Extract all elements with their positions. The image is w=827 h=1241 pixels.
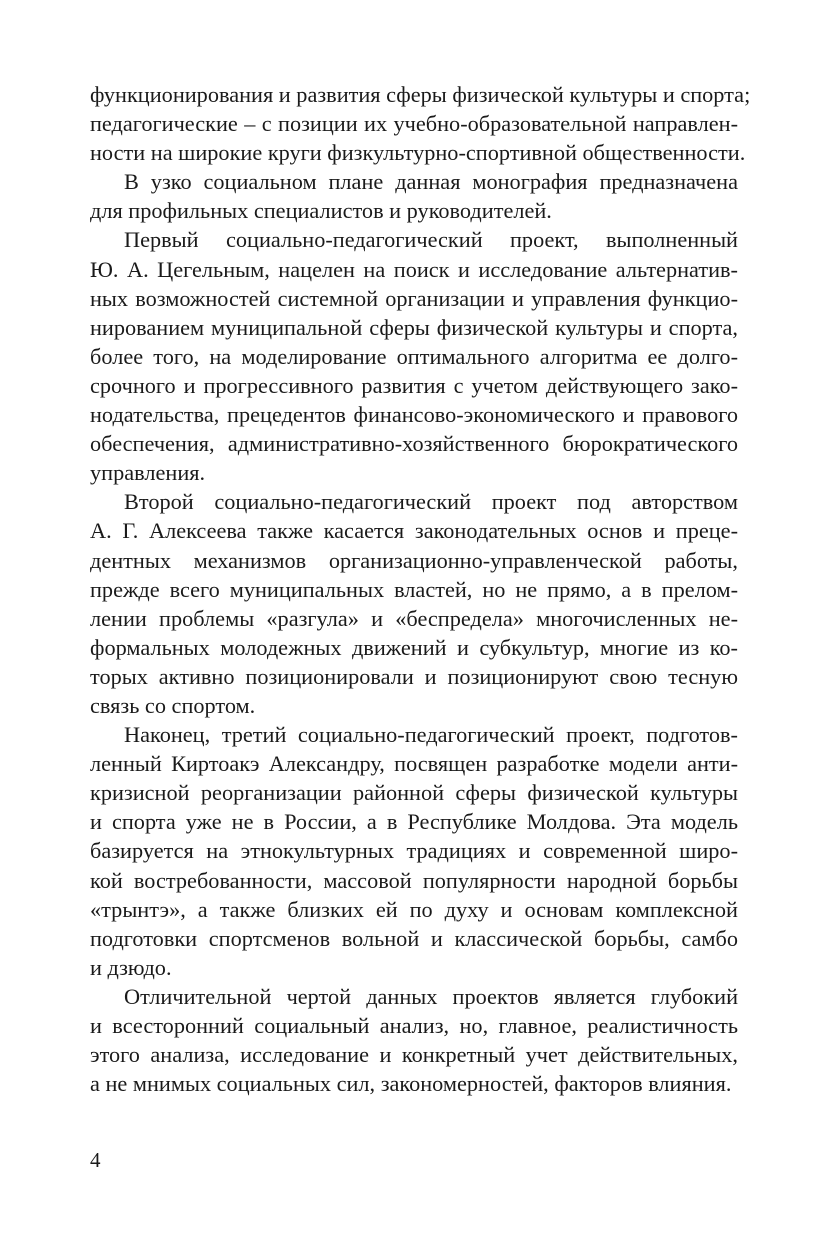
text-line: Отличительной чертой данных проектов является глубокий: [124, 983, 738, 1009]
text-line: и дзюдо.: [90, 954, 172, 980]
text-line: срочного и прогрессивного развития с учетом действующего зако-: [90, 372, 738, 398]
text-line: дентных механизмов организационно-управленческой работы,: [90, 547, 738, 573]
paragraph-3: [90, 225, 738, 487]
text-line: кой востребованности, массовой популярности народной борьбы: [90, 867, 738, 893]
text-line: и спорта уже не в России, а в Республике Молдова. Эта модель: [90, 809, 738, 835]
text-line: нированием муниципальной сферы физической культуры и спорта,: [90, 314, 738, 340]
text-line: нодательства, прецедентов финансово-экономического и правового: [90, 402, 738, 428]
text-line: более того, на моделирование оптимального алгоритма ее долго-: [90, 343, 738, 369]
text-line: для профильных специалистов и руководителей.: [90, 198, 552, 224]
text-line: В узко социальном плане данная монография предназначена: [124, 169, 738, 195]
paragraph-1: [90, 80, 751, 167]
text-line: Ю. А. Цегельным, нацелен на поиск и исследование альтернатив-: [90, 256, 738, 282]
text-line: базируется на этнокультурных традициях и современной широ-: [90, 838, 738, 864]
text-line: Наконец, третий социально-педагогический проект, подготов-: [124, 722, 738, 748]
text-line: торых активно позиционировали и позиционируют свою тесную: [90, 663, 738, 689]
paragraph-6: [90, 982, 738, 1098]
text-line: функционирования и развития сферы физической культуры и спорта;: [90, 82, 751, 107]
text-line: а не мнимых социальных сил, закономерностей, факторов влияния.: [90, 1071, 732, 1097]
text-line: Первый социально-педагогический проект, выполненный: [124, 227, 738, 253]
page-number: 4: [90, 1148, 101, 1172]
text-line: лении проблемы «разгула» и «беспредела» многочисленных не-: [90, 605, 738, 631]
text-line: Второй социально-педагогический проект под авторством: [124, 489, 738, 515]
text-line: педагогические – с позиции их учебно-образовательной направлен-: [90, 111, 738, 137]
paragraph-2: [90, 167, 738, 225]
text-line: связь со спортом.: [90, 692, 256, 718]
paragraph-4: [90, 487, 738, 720]
text-line: ных возможностей системной организации и управления функцио-: [90, 285, 738, 311]
text-line: подготовки спортсменов вольной и классической борьбы, самбо: [90, 925, 738, 951]
text-line: ности на широкие круги физкультурно-спортивной общественности.: [90, 140, 746, 166]
paragraph-5: [90, 720, 738, 982]
text-line: и всесторонний социальный анализ, но, главное, реалистичность: [90, 1013, 738, 1038]
text-line: формальных молодежных движений и субкультур, многие из ко-: [90, 634, 738, 660]
text-line: прежде всего муниципальных властей, но не прямо, а в прелом-: [90, 576, 738, 602]
text-line: кризисной реорганизации районной сферы физической культуры: [90, 780, 738, 806]
text-line: этого анализа, исследование и конкретный учет действительных,: [90, 1042, 738, 1068]
text-line: управления.: [90, 460, 206, 486]
text-line: «трынтэ», а также близких ей по духу и основам комплексной: [90, 896, 738, 922]
page-body-text: [90, 80, 751, 1098]
text-line: ленный Киртоакэ Александру, посвящен разработке модели анти-: [90, 751, 738, 777]
text-line: А. Г. Алексеева также касается законодательных основ и преце-: [90, 518, 738, 544]
text-line: обеспечения, административно-хозяйственного бюрократического: [90, 431, 738, 457]
